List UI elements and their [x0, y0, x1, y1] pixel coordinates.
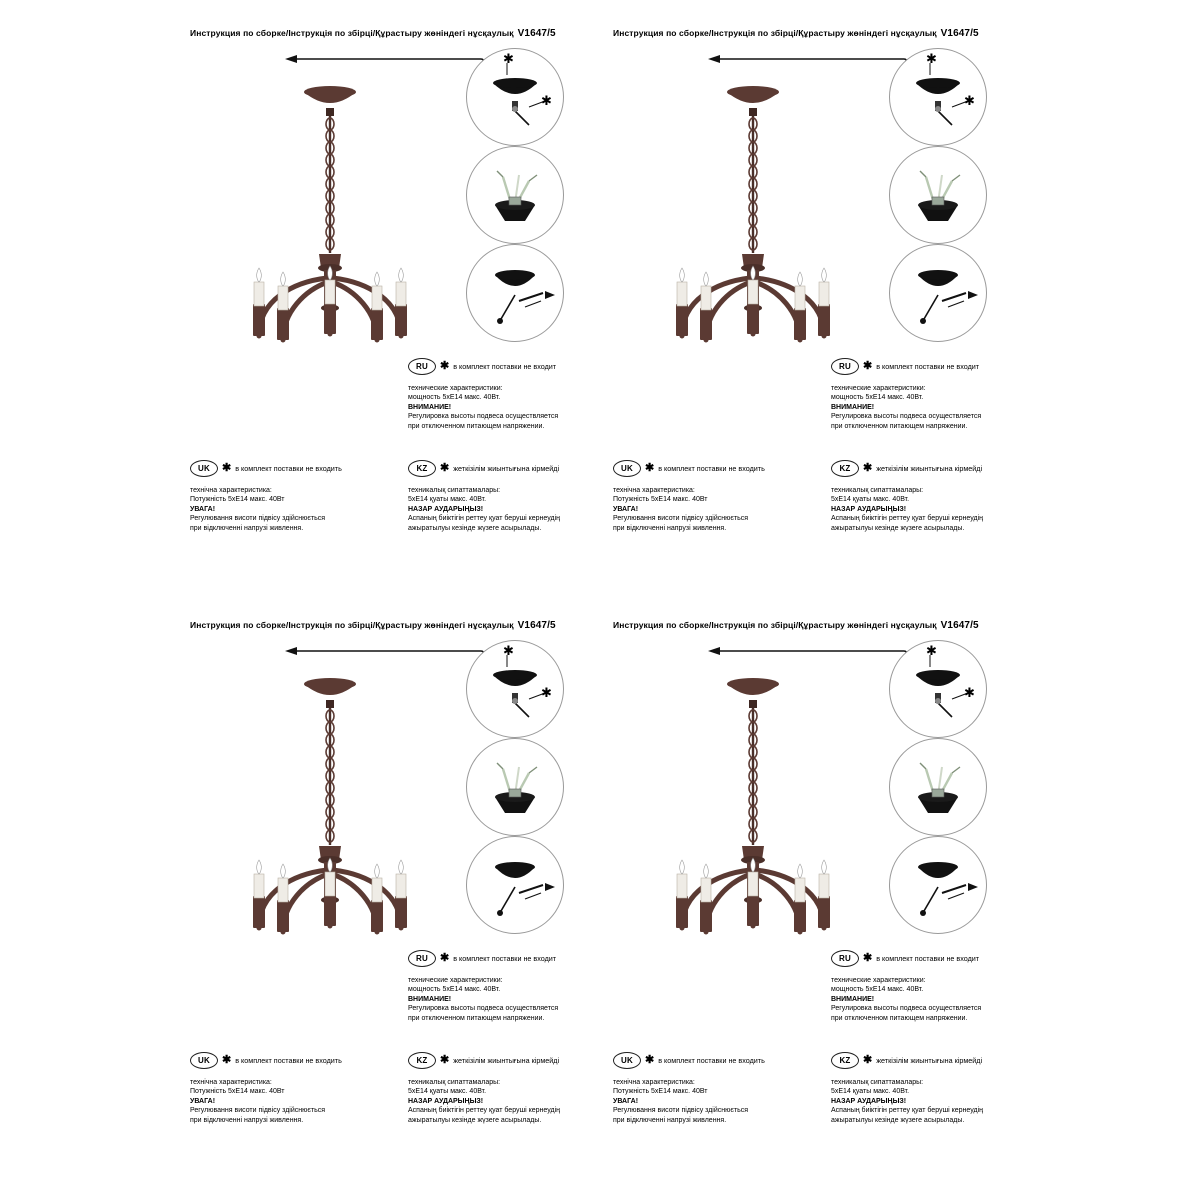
ru-warning-line1: Регулировка высоты подвеса осуществляется — [408, 413, 559, 421]
chain-height-adjust-detail — [889, 836, 987, 934]
uk-lang-row — [613, 460, 813, 477]
uk-lang-row — [190, 1052, 390, 1069]
uk-spec — [190, 1078, 390, 1125]
ru-text-block — [408, 358, 608, 431]
asterisk-icon: ✱ — [863, 360, 873, 372]
ru-badge: RU — [408, 950, 436, 967]
uk-lang-row — [190, 460, 390, 477]
kz-spec-title: техникалық сипаттамалары: — [831, 487, 924, 494]
ru-lang-row — [408, 358, 608, 375]
svg-text:✱: ✱ — [503, 644, 514, 659]
uk-spec-value: Потужність 5хЕ14 макс. 40Вт — [190, 1088, 285, 1096]
ceiling-cup-mounting-detail — [466, 640, 564, 738]
asterisk-icon: ✱ — [440, 462, 450, 474]
kz-spec-value: 5хЕ14 қуаты макс. 40Вт. — [831, 496, 910, 504]
instruction-panel — [190, 28, 620, 588]
kz-spec-value: 5хЕ14 қуаты макс. 40Вт. — [408, 1088, 487, 1096]
detail-bubbles — [871, 640, 1011, 930]
ru-warning-title: ВНИМАНИЕ! — [831, 995, 875, 1003]
uk-warning-line1: Регулювання висоти підвісу здійснюється — [190, 515, 326, 523]
uk-spec-value: Потужність 5хЕ14 макс. 40Вт — [613, 1088, 708, 1096]
uk-spec-title: технічна характеристика: — [190, 1079, 272, 1086]
kz-warning-line1: Аспаның биіктігін реттеу қуат беруші кернеудің — [408, 1107, 561, 1115]
uk-badge: UK — [190, 1052, 218, 1069]
ru-spec — [831, 976, 1031, 1023]
uk-warning-line1: Регулювання висоти підвісу здійснюється — [613, 515, 749, 523]
asterisk-icon: ✱ — [222, 462, 232, 474]
kz-badge: KZ — [831, 460, 859, 477]
kz-badge: KZ — [408, 460, 436, 477]
instruction-panel — [613, 28, 1043, 588]
kz-spec — [831, 486, 1031, 533]
svg-text:✱: ✱ — [503, 52, 514, 67]
ru-warning-line2: при отключенном питающем напряжении. — [831, 422, 968, 430]
uk-spec-title: технічна характеристика: — [613, 487, 695, 494]
chandelier-figure — [215, 660, 445, 940]
uk-not-included: в комплект поставки не входить — [235, 464, 342, 473]
ru-text-block — [831, 358, 1031, 431]
kz-lang-row — [408, 1052, 608, 1069]
detail-bubbles — [871, 48, 1011, 338]
ru-spec-title: технические характеристики: — [831, 385, 926, 392]
svg-text:✱: ✱ — [926, 644, 937, 659]
ru-badge: RU — [831, 950, 859, 967]
wiring-terminal-detail — [889, 738, 987, 836]
uk-text-block — [613, 460, 813, 533]
model-code: V1647/5 — [940, 28, 979, 39]
wiring-terminal-detail — [466, 146, 564, 244]
ru-not-included: в комплект поставки не входит — [453, 954, 557, 963]
svg-text:✱: ✱ — [541, 686, 552, 701]
ru-lang-row — [408, 950, 608, 967]
ru-spec-title: технические характеристики: — [831, 977, 926, 984]
asterisk-icon: ✱ — [645, 462, 655, 474]
ru-warning-title: ВНИМАНИЕ! — [408, 403, 452, 411]
kz-spec-value: 5хЕ14 қуаты макс. 40Вт. — [831, 1088, 910, 1096]
kz-spec-title: техникалық сипаттамалары: — [831, 1079, 924, 1086]
title-text: Инструкция по сборке/Інструкція по збірці/Құрастыру жөніндегі нұсқаулық — [613, 620, 937, 630]
uk-spec — [613, 486, 813, 533]
ceiling-cup-mounting-detail — [466, 48, 564, 146]
kz-warning-line2: ажыратылуы кезінде жүзеге асырылады. — [408, 1116, 542, 1124]
title-text: Инструкция по сборке/Інструкція по збірці/Құрастыру жөніндегі нұсқаулық — [190, 28, 514, 38]
kz-not-included: жеткізілім жиынтығына кірмейді — [876, 1056, 983, 1065]
uk-text-block — [613, 1052, 813, 1125]
uk-spec-value: Потужність 5хЕ14 макс. 40Вт — [190, 496, 285, 504]
kz-text-block — [408, 460, 608, 533]
kz-warning-title: НАЗАР АУДАРЫҢЫЗ! — [408, 1097, 484, 1105]
kz-spec — [408, 1078, 608, 1125]
ru-not-included: в комплект поставки не входит — [876, 362, 980, 371]
ru-spec — [831, 384, 1031, 431]
uk-not-included: в комплект поставки не входить — [658, 1056, 765, 1065]
kz-warning-line2: ажыратылуы кезінде жүзеге асырылады. — [831, 1116, 965, 1124]
kz-badge: KZ — [831, 1052, 859, 1069]
kz-spec-value: 5хЕ14 қуаты макс. 40Вт. — [408, 496, 487, 504]
kz-lang-row — [831, 1052, 1031, 1069]
ceiling-cup-mounting-detail — [889, 640, 987, 738]
ru-warning-line2: при отключенном питающем напряжении. — [408, 422, 545, 430]
kz-not-included: жеткізілім жиынтығына кірмейді — [453, 464, 560, 473]
kz-warning-line2: ажыратылуы кезінде жүзеге асырылады. — [408, 524, 542, 532]
asterisk-icon: ✱ — [863, 952, 873, 964]
kz-text-block — [408, 1052, 608, 1125]
ru-badge: RU — [831, 358, 859, 375]
uk-spec — [190, 486, 390, 533]
uk-warning-title: УВАГА! — [190, 1097, 216, 1105]
wiring-terminal-detail — [466, 738, 564, 836]
ru-lang-row — [831, 950, 1031, 967]
chain-height-adjust-detail — [466, 244, 564, 342]
chandelier-figure — [638, 68, 868, 348]
ru-warning-line1: Регулировка высоты подвеса осуществляется — [831, 1005, 982, 1013]
kz-lang-row — [831, 460, 1031, 477]
ru-spec-value: мощность 5хЕ14 макс. 40Вт. — [408, 986, 501, 994]
ru-badge: RU — [408, 358, 436, 375]
uk-not-included: в комплект поставки не входить — [658, 464, 765, 473]
panel-title — [613, 620, 1043, 631]
asterisk-icon: ✱ — [863, 462, 873, 474]
svg-text:✱: ✱ — [964, 686, 975, 701]
kz-warning-line1: Аспаның биіктігін реттеу қуат беруші кернеудің — [831, 515, 984, 523]
svg-text:✱: ✱ — [964, 94, 975, 109]
uk-warning-line2: при відключенні напрузі живлення. — [613, 524, 727, 532]
kz-warning-line1: Аспаның биіктігін реттеу қуат беруші кернеудің — [408, 515, 561, 523]
ru-warning-title: ВНИМАНИЕ! — [831, 403, 875, 411]
chain-height-adjust-detail — [466, 836, 564, 934]
detail-bubbles — [448, 48, 588, 338]
uk-warning-title: УВАГА! — [613, 505, 639, 513]
ru-warning-title: ВНИМАНИЕ! — [408, 995, 452, 1003]
chain-height-adjust-detail — [889, 244, 987, 342]
uk-warning-title: УВАГА! — [613, 1097, 639, 1105]
uk-warning-line2: при відключенні напрузі живлення. — [613, 1116, 727, 1124]
panel-title — [190, 620, 620, 631]
kz-spec — [831, 1078, 1031, 1125]
kz-warning-title: НАЗАР АУДАРЫҢЫЗ! — [831, 505, 907, 513]
uk-badge: UK — [613, 460, 641, 477]
kz-badge: KZ — [408, 1052, 436, 1069]
ru-warning-line1: Регулировка высоты подвеса осуществляется — [408, 1005, 559, 1013]
ru-text-block — [831, 950, 1031, 1023]
ru-spec-title: технические характеристики: — [408, 977, 503, 984]
kz-text-block — [831, 1052, 1031, 1125]
asterisk-icon: ✱ — [863, 1054, 873, 1066]
ru-spec — [408, 976, 608, 1023]
kz-warning-line1: Аспаның биіктігін реттеу қуат беруші кернеудің — [831, 1107, 984, 1115]
ru-spec-value: мощность 5хЕ14 макс. 40Вт. — [831, 986, 924, 994]
svg-text:✱: ✱ — [541, 94, 552, 109]
ceiling-cup-mounting-detail — [889, 48, 987, 146]
uk-text-block — [190, 1052, 390, 1125]
uk-not-included: в комплект поставки не входить — [235, 1056, 342, 1065]
kz-warning-title: НАЗАР АУДАРЫҢЫЗ! — [408, 505, 484, 513]
kz-text-block — [831, 460, 1031, 533]
kz-lang-row — [408, 460, 608, 477]
uk-warning-line1: Регулювання висоти підвісу здійснюється — [613, 1107, 749, 1115]
detail-bubbles — [448, 640, 588, 930]
kz-warning-line2: ажыратылуы кезінде жүзеге асырылады. — [831, 524, 965, 532]
asterisk-icon: ✱ — [440, 952, 450, 964]
asterisk-icon: ✱ — [645, 1054, 655, 1066]
uk-lang-row — [613, 1052, 813, 1069]
instruction-panel — [190, 620, 620, 1180]
kz-not-included: жеткізілім жиынтығына кірмейді — [876, 464, 983, 473]
ru-warning-line2: при отключенном питающем напряжении. — [408, 1014, 545, 1022]
ru-not-included: в комплект поставки не входит — [453, 362, 557, 371]
panel-title — [613, 28, 1043, 39]
kz-spec-title: техникалық сипаттамалары: — [408, 487, 501, 494]
panel-title — [190, 28, 620, 39]
ru-not-included: в комплект поставки не входит — [876, 954, 980, 963]
uk-badge: UK — [613, 1052, 641, 1069]
wiring-terminal-detail — [889, 146, 987, 244]
asterisk-icon: ✱ — [440, 360, 450, 372]
uk-spec-title: технічна характеристика: — [190, 487, 272, 494]
model-code: V1647/5 — [940, 620, 979, 631]
ru-spec-title: технические характеристики: — [408, 385, 503, 392]
asterisk-icon: ✱ — [440, 1054, 450, 1066]
uk-warning-line1: Регулювання висоти підвісу здійснюється — [190, 1107, 326, 1115]
ru-warning-line1: Регулировка высоты подвеса осуществляется — [831, 413, 982, 421]
kz-spec — [408, 486, 608, 533]
model-code: V1647/5 — [517, 28, 556, 39]
ru-spec-value: мощность 5хЕ14 макс. 40Вт. — [408, 394, 501, 402]
kz-warning-title: НАЗАР АУДАРЫҢЫЗ! — [831, 1097, 907, 1105]
uk-warning-line2: при відключенні напрузі живлення. — [190, 524, 304, 532]
ru-warning-line2: при отключенном питающем напряжении. — [831, 1014, 968, 1022]
chandelier-figure — [215, 68, 445, 348]
title-text: Инструкция по сборке/Інструкція по збірці/Құрастыру жөніндегі нұсқаулық — [190, 620, 514, 630]
asterisk-icon: ✱ — [222, 1054, 232, 1066]
uk-warning-line2: при відключенні напрузі живлення. — [190, 1116, 304, 1124]
uk-spec — [613, 1078, 813, 1125]
title-text: Инструкция по сборке/Інструкція по збірці/Құрастыру жөніндегі нұсқаулық — [613, 28, 937, 38]
kz-not-included: жеткізілім жиынтығына кірмейді — [453, 1056, 560, 1065]
kz-spec-title: техникалық сипаттамалары: — [408, 1079, 501, 1086]
uk-warning-title: УВАГА! — [190, 505, 216, 513]
model-code: V1647/5 — [517, 620, 556, 631]
uk-text-block — [190, 460, 390, 533]
ru-spec — [408, 384, 608, 431]
ru-lang-row — [831, 358, 1031, 375]
svg-text:✱: ✱ — [926, 52, 937, 67]
uk-spec-value: Потужність 5хЕ14 макс. 40Вт — [613, 496, 708, 504]
uk-spec-title: технічна характеристика: — [613, 1079, 695, 1086]
ru-spec-value: мощность 5хЕ14 макс. 40Вт. — [831, 394, 924, 402]
ru-text-block — [408, 950, 608, 1023]
chandelier-figure — [638, 660, 868, 940]
uk-badge: UK — [190, 460, 218, 477]
instruction-panel — [613, 620, 1043, 1180]
